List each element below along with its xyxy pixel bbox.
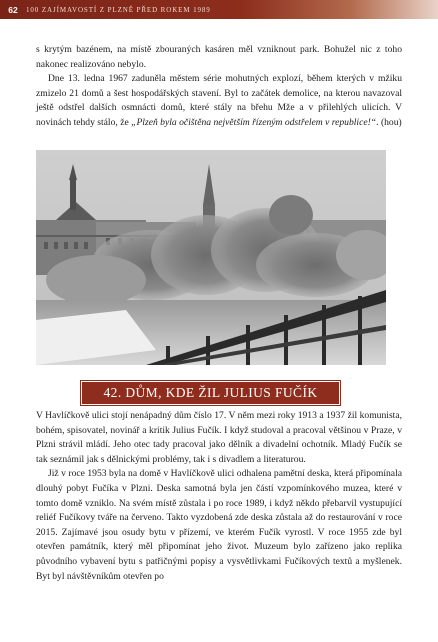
intro-paragraph-2-end: . (hou) bbox=[376, 116, 402, 128]
intro-paragraph-1: s krytým bazénem, na místě zbouraných kasáren měl vzniknout park. Bohužel nic z toho nakonec realizováno nebylo. bbox=[36, 44, 402, 70]
demolition-photo-image bbox=[36, 150, 386, 365]
section-heading bbox=[81, 381, 340, 405]
demolition-photo bbox=[36, 150, 386, 365]
running-title: 100 ZAJÍMAVOSTÍ Z PLZNĚ PŘED ROKEM 1989 bbox=[26, 5, 211, 14]
section-title: 42. DŮM, KDE ŽIL JULIUS FUČÍK bbox=[103, 385, 318, 400]
intro-paragraph-2 bbox=[36, 72, 402, 130]
intro-paragraph-2-text: Dne 13. ledna 1967 zaduněla městem série mohutných explozí, během kterých v mžiku zmizelo 21 domů a šest hospodářských stavení. Byl to začátek demolice, na kterou navazoval ještě odstřel dalších osmnácti domů, které stály na břehu Mže a v přilehlých ulicích. V novinách tehdy stálo, že bbox=[36, 73, 402, 128]
running-header bbox=[0, 0, 438, 19]
intro-text bbox=[36, 43, 402, 131]
page-number: 62 bbox=[8, 4, 18, 15]
body-text bbox=[36, 409, 402, 584]
newspaper-quote: „Plzeň byla očištěna největším řízeným odstřelem v republice!“ bbox=[131, 116, 377, 128]
body-paragraph-2: Již v roce 1953 byla na domě v Havlíčkově ulici odhalena pamětní deska, která připomínala dlouhý pobyt Fučíka v Plzni. Deska samotná byla jen částí vzpomínkového muzea, které v tomto domě vzniklo. Na svém místě zůstala i po roce 1989, i když někdo přebarvil vystupující reliéf Fučíkovy tváře na červeno. Takto vyzdobená zde deska zůstala až do restaurování v roce 2015. Zajímavé jsou osudy bytu v přízemí, ve kterém Fučík vyrostl. V roce 1955 zde byl otevřen památník, který měl připomínat jeho život. Muzeum bylo zařízeno jako replika původního vybavení bytu s patřičnými popisy a vysvětlivkami Fučíkových textů a myšlenek. Byt byl návštěvníkům otevřen po bbox=[36, 468, 402, 582]
body-paragraph-1: V Havlíčkově ulici stojí nenápadný dům číslo 17. V něm mezi roky 1913 a 1937 žil komunista, bohém, spisovatel, novinář a kritik Julius Fučík. I když studoval a pracoval většinou v Praze, v Plzni strávil mládí. Jeho otec tady pracoval jako dělník a divadelní ochotník. Mladý Fučík se tak seznámil jak s dělnickými problémy, tak i s divadlem a literaturou. bbox=[36, 410, 402, 465]
